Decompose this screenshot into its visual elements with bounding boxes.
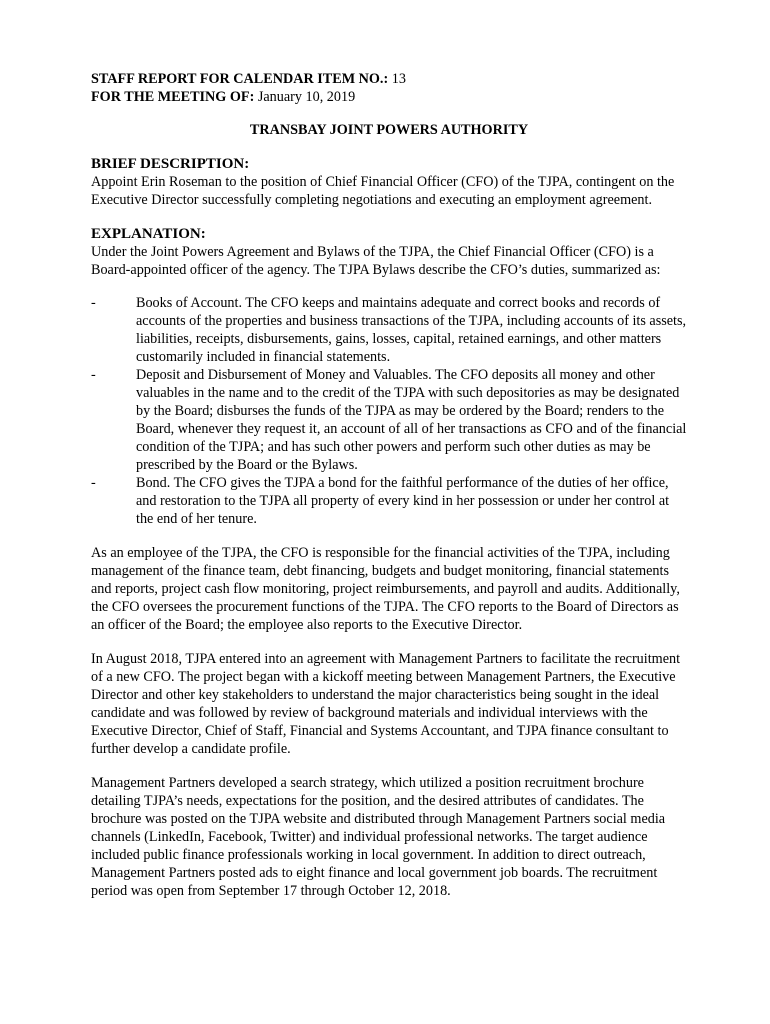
explanation-heading: EXPLANATION: <box>91 226 206 242</box>
cfo-duties-list <box>91 294 687 528</box>
calendar-item-line <box>91 70 687 88</box>
bullet-marker: - <box>91 367 96 383</box>
paragraph-cfo-responsibilities: As an employee of the TJPA, the CFO is responsible for the financial activities of the TJPA, including management of the finance team, debt financing, budgets and budget monitoring, financial statements and reports, project cash flow monitoring, project reimbursements, and payroll and audits. Additionally, the CFO oversees the procurement functions of the TJPA. The CFO reports to the Board of Directors as an officer of the Board; the employee also reports to the Executive Director. <box>91 545 680 633</box>
list-item <box>91 294 687 366</box>
brief-description-heading: BRIEF DESCRIPTION: <box>91 156 250 172</box>
calendar-item-label: STAFF REPORT FOR CALENDAR ITEM NO.: <box>91 71 389 87</box>
bullet-text: Deposit and Disbursement of Money and Valuables. The CFO deposits all money and other valuables in the name and to the credit of the TJPA with such depositories as may be designated by the Board; disburses the funds of the TJPA as may be ordered by the Board; renders to the Board, whenever they request it, an account of all of her transactions as CFO and of the financial condition of the TJPA; and has such other powers and perform such other duties as may be prescribed by the Board or the Bylaws. <box>136 367 687 473</box>
list-item <box>91 474 687 528</box>
calendar-item-number: 13 <box>391 71 406 87</box>
meeting-label: FOR THE MEETING OF: <box>91 89 255 105</box>
explanation-intro: Under the Joint Powers Agreement and Bylaws of the TJPA, the Chief Financial Officer (CFO) is a Board-appointed officer of the agency. The TJPA Bylaws describe the CFO’s duties, summarized as: <box>91 244 661 278</box>
paragraph-search-strategy: Management Partners developed a search strategy, which utilized a position recruitment brochure detailing TJPA’s needs, expectations for the position, and the desired attributes of candidates. The brochure was posted on the TJPA website and distributed through Management Partners social media channels (LinkedIn, Facebook, Twitter) and individual professional networks. The target audience included public finance professionals working in local government. In addition to direct outreach, Management Partners posted ads to eight finance and local government job boards. The recruitment period was open from September 17 through October 12, 2018. <box>91 775 666 899</box>
bullet-marker: - <box>91 475 96 491</box>
organization-title: TRANSBAY JOINT POWERS AUTHORITY <box>249 122 529 138</box>
meeting-line <box>91 88 687 106</box>
bullet-marker: - <box>91 295 96 311</box>
brief-description-text: Appoint Erin Roseman to the position of Chief Financial Officer (CFO) of the TJPA, contingent on the Executive Director successfully completing negotiations and executing an employment agreement. <box>91 174 675 208</box>
bullet-text: Books of Account. The CFO keeps and maintains adequate and correct books and records of accounts of the properties and business transactions of the TJPA, including accounts of its assets, liabilities, receipts, disbursements, gains, losses, capital, retained earnings, and other matters customarily included in financial statements. <box>136 295 687 365</box>
list-item <box>91 366 687 474</box>
bullet-text: Bond. The CFO gives the TJPA a bond for the faithful performance of the duties of her office, and restoration to the TJPA all property of every kind in her possession or under her control at the end of her tenure. <box>136 475 670 527</box>
paragraph-recruitment-agreement: In August 2018, TJPA entered into an agreement with Management Partners to facilitate the recruitment of a new CFO. The project began with a kickoff meeting between Management Partners, the Executive Director and other key stakeholders to understand the major characteristics being sought in the ideal candidate and was followed by review of background materials and individual interviews with the Executive Director, Chief of Staff, Financial and Systems Accountant, and TJPA finance consultant to further develop a candidate profile. <box>91 651 681 757</box>
meeting-date: January 10, 2019 <box>257 89 356 105</box>
report-body <box>91 70 687 900</box>
